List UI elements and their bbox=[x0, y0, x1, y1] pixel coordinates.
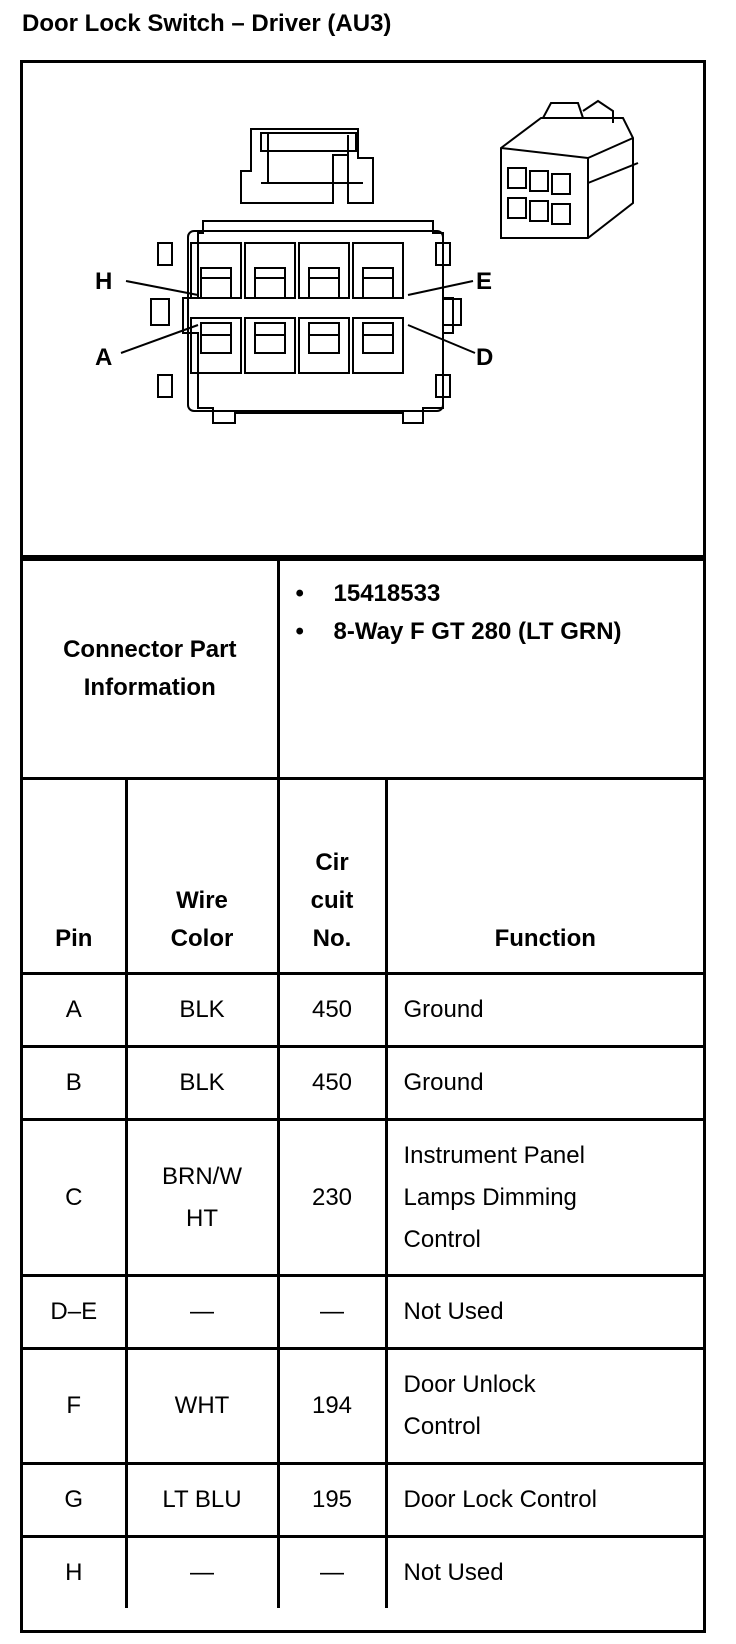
header-function: Function bbox=[386, 779, 703, 974]
connector-info-item: • 15418533 bbox=[295, 580, 441, 607]
cell-wire-color: — bbox=[126, 1276, 278, 1349]
pinout-table bbox=[23, 558, 703, 1608]
cell-wire-color: WHT bbox=[126, 1349, 278, 1464]
cell-circuit: 450 bbox=[278, 1047, 386, 1120]
cell-circuit: — bbox=[278, 1276, 386, 1349]
cell-wire-color: — bbox=[126, 1537, 278, 1609]
cell-pin: C bbox=[23, 1120, 126, 1276]
cell-wire-color: BRN/W HT bbox=[126, 1120, 278, 1276]
cell-wire-color: BLK bbox=[126, 974, 278, 1047]
cell-function: Ground bbox=[386, 974, 703, 1047]
cell-pin: B bbox=[23, 1047, 126, 1120]
cell-pin: F bbox=[23, 1349, 126, 1464]
pin-label-a: A bbox=[95, 344, 113, 371]
cell-circuit: — bbox=[278, 1537, 386, 1609]
cell-circuit: 194 bbox=[278, 1349, 386, 1464]
cell-function: Not Used bbox=[386, 1537, 703, 1609]
connector-info-row bbox=[23, 560, 703, 779]
pin-label-h: H bbox=[95, 268, 113, 295]
cell-function: Door Unlock Control bbox=[386, 1349, 703, 1464]
pin-label-e: E bbox=[476, 268, 493, 295]
cell-circuit: 450 bbox=[278, 974, 386, 1047]
cell-pin: A bbox=[23, 974, 126, 1047]
connector-face-drawing bbox=[23, 63, 703, 555]
table-row bbox=[23, 1047, 703, 1120]
connector-info-item: • 8-Way F GT 280 (LT GRN) bbox=[295, 618, 622, 645]
cell-function: Door Lock Control bbox=[386, 1464, 703, 1537]
cell-function: Not Used bbox=[386, 1276, 703, 1349]
cell-wire-color: BLK bbox=[126, 1047, 278, 1120]
page-title: Door Lock Switch – Driver (AU3) bbox=[22, 10, 392, 37]
table-row bbox=[23, 1120, 703, 1276]
cell-circuit: 230 bbox=[278, 1120, 386, 1276]
cell-function: Ground bbox=[386, 1047, 703, 1120]
pin-label-d: D bbox=[476, 344, 494, 371]
cell-wire-color: LT BLU bbox=[126, 1464, 278, 1537]
cell-pin: G bbox=[23, 1464, 126, 1537]
table-row bbox=[23, 1276, 703, 1349]
connector-table-frame bbox=[20, 60, 706, 1633]
header-pin: Pin bbox=[23, 779, 126, 974]
header-circuit-no: Cir cuit No. bbox=[278, 779, 386, 974]
table-row bbox=[23, 1349, 703, 1464]
table-header-row bbox=[23, 779, 703, 974]
cell-pin: H bbox=[23, 1537, 126, 1609]
connector-diagram bbox=[23, 63, 703, 558]
table-row bbox=[23, 1464, 703, 1537]
cell-pin: D–E bbox=[23, 1276, 126, 1349]
table-row bbox=[23, 1537, 703, 1609]
cell-function: Instrument Panel Lamps Dimming Control bbox=[386, 1120, 703, 1276]
connector-info-label: Connector Part Information bbox=[23, 560, 278, 779]
connector-info-values bbox=[278, 560, 703, 779]
table-row bbox=[23, 974, 703, 1047]
header-wire-color: Wire Color bbox=[126, 779, 278, 974]
cell-circuit: 195 bbox=[278, 1464, 386, 1537]
